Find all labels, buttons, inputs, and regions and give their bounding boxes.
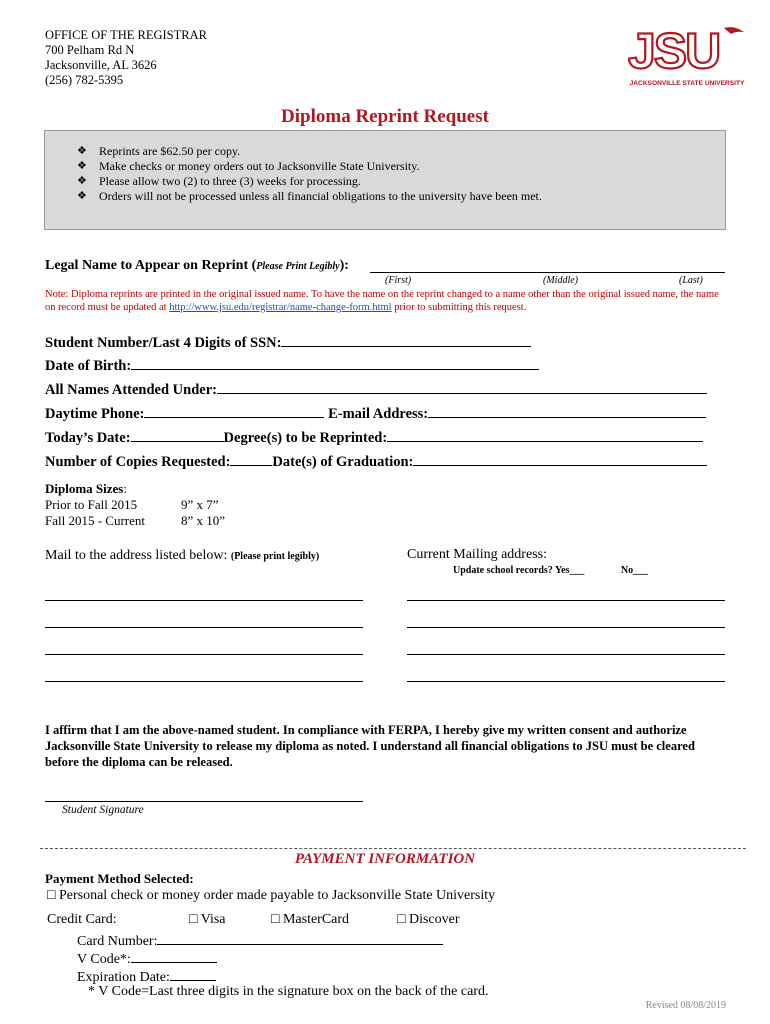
date-degree-row: Today’s Date: Degree(s) to be Reprinted: (45, 427, 703, 447)
diamond-bullet-icon: ❖ (77, 160, 87, 172)
vcode-row: V Code*: (77, 948, 217, 968)
page-title: Diploma Reprint Request (281, 106, 489, 127)
email-field[interactable] (428, 403, 706, 418)
notice-box (44, 130, 726, 230)
jsu-logo (628, 22, 746, 90)
section-divider (40, 848, 746, 849)
registrar-address (45, 28, 207, 88)
size-row: Prior to Fall 2015 9” x 7” (45, 497, 219, 512)
current-address-line[interactable] (407, 654, 725, 655)
address-line: OFFICE OF THE REGISTRAR (45, 28, 207, 42)
logo-lettering: JSU (628, 23, 720, 79)
diamond-bullet-icon: ❖ (77, 190, 87, 202)
signature-label: Student Signature (62, 804, 144, 816)
todays-date-field[interactable] (131, 427, 224, 442)
mastercard-option[interactable]: □ MasterCard (271, 912, 350, 927)
current-address-line[interactable] (407, 627, 725, 628)
all-names-row: All Names Attended Under: (45, 379, 707, 399)
degrees-field[interactable] (387, 427, 703, 442)
payment-method-label: Payment Method Selected: (45, 871, 194, 886)
update-yes-option[interactable]: Yes___ (554, 565, 585, 576)
card-number-row: Card Number: (77, 930, 443, 950)
update-records: Update school records? Yes___ No___ (453, 565, 649, 576)
middle-name-label: (Middle) (543, 275, 578, 286)
logo-subtitle: JACKSONVILLE STATE UNIVERSITY (629, 80, 745, 87)
credit-card-label: Credit Card: (47, 912, 117, 927)
name-change-note: Note: Diploma reprints are printed in the original issued name. To have the name on the reprint changed to a name other than the original issued name, the name on record must be updated at http://www.jsu.edu/registrar/name-change-form.html prior to submitting this request. (45, 289, 719, 313)
dob-row: Date of Birth: (45, 355, 539, 375)
ferpa-affirmation: I affirm that I am the above-named student. In compliance with FERPA, I hereby give my written consent and authorize Jacksonville State University to release my diploma as noted. I understand all financial obligations to JSU must be cleared before the diploma can be released. (45, 723, 695, 769)
mail-address-line[interactable] (45, 600, 363, 601)
vcode-note: * V Code=Last three digits in the signature box on the back of the card. (88, 984, 489, 999)
discover-option[interactable]: □ Discover (397, 912, 460, 927)
revised-date: Revised 08/08/2019 (645, 1000, 726, 1011)
mail-address-line[interactable] (45, 627, 363, 628)
notice-item: ❖ Orders will not be processed unless all financial obligations to the university have been met. (77, 189, 542, 203)
dob-field[interactable] (131, 355, 539, 370)
last-name-label: (Last) (679, 275, 703, 286)
notice-item: ❖ Please allow two (2) to three (3) weeks for processing. (77, 174, 361, 188)
name-change-link[interactable]: http://www.jsu.edu/registrar/name-change-form.html (169, 302, 392, 313)
visa-option[interactable]: □ Visa (189, 912, 226, 927)
copies-grad-row: Number of Copies Requested: Date(s) of Graduation: (45, 451, 707, 471)
first-name-label: (First) (385, 275, 412, 286)
legal-name-label: Legal Name to Appear on Reprint (Please Print Legibly): (45, 258, 349, 273)
notice-item: ❖ Make checks or money orders out to Jacksonville State University. (77, 159, 420, 173)
update-no-option[interactable]: No___ (620, 565, 649, 576)
address-line: 700 Pelham Rd N (45, 43, 135, 57)
phone-email-row: Daytime Phone: E-mail Address: (45, 403, 706, 423)
card-number-field[interactable] (157, 930, 443, 945)
mail-address-line[interactable] (45, 681, 363, 682)
size-row: Fall 2015 - Current 8” x 10” (45, 513, 226, 528)
sizes-heading: Diploma Sizes (45, 481, 124, 496)
current-address-line[interactable] (407, 600, 725, 601)
student-number-field[interactable] (281, 332, 531, 347)
current-address-line[interactable] (407, 681, 725, 682)
expiration-row: Expiration Date: (77, 966, 216, 986)
copies-field[interactable] (230, 451, 272, 466)
diploma-sizes: Diploma Sizes: Prior to Fall 2015 9” x 7” Fall 2015 - Current 8” x 10” (45, 481, 226, 528)
mail-address-line[interactable] (45, 654, 363, 655)
expiration-field[interactable] (170, 966, 216, 981)
legal-name-field[interactable] (370, 272, 725, 273)
notice-item: ❖ Reprints are $62.50 per copy. (77, 144, 241, 158)
signature-field[interactable] (45, 801, 363, 802)
vcode-field[interactable] (131, 948, 217, 963)
diamond-bullet-icon: ❖ (77, 175, 87, 187)
logo-gamecock-icon (724, 27, 744, 34)
graduation-dates-field[interactable] (413, 451, 707, 466)
address-line: Jacksonville, AL 3626 (45, 58, 157, 72)
all-names-field[interactable] (217, 379, 707, 394)
student-number-row: Student Number/Last 4 Digits of SSN: (45, 332, 531, 352)
daytime-phone-field[interactable] (144, 403, 324, 418)
address-line: (256) 782-5395 (45, 73, 124, 87)
check-option[interactable]: □ Personal check or money order made payable to Jacksonville State University (47, 888, 496, 903)
mail-to-label: Mail to the address listed below: (Please print legibly) (45, 548, 320, 563)
diamond-bullet-icon: ❖ (77, 145, 87, 157)
current-mailing-label: Current Mailing address: (407, 547, 547, 562)
payment-title: PAYMENT INFORMATION (294, 851, 476, 867)
